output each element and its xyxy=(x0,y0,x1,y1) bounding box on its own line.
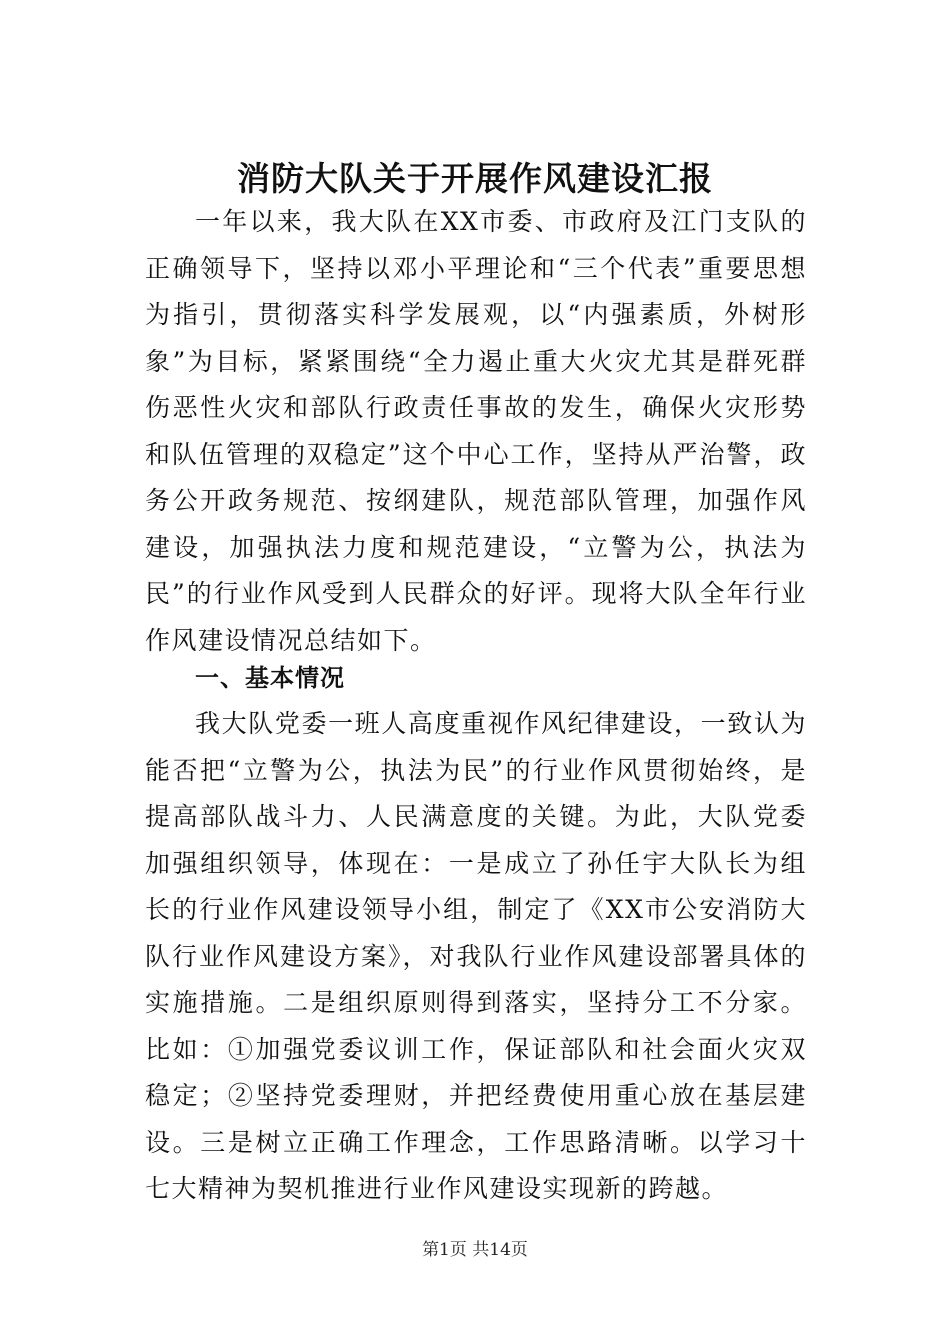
body-paragraph-2: 我大队党委一班人高度重视作风纪律建设，一致认为能否把“立警为公，执法为民”的行业作风贯彻始终，是提高部队战斗力、人民满意度的关键。为此，大队党委加强组织领导，体现在：一是成立了孙任宇大队长为组长的行业作风建设领导小组，制定了《XX市公安消防大队行业作风建设方案》，对我队行业作风建设部署具体的实施措施。二是组织原则得到落实，坚持分工不分家。比如：①加强党委议训工作，保证部队和社会面火灾双稳定；②坚持党委理财，并把经费使用重心放在基层建设。三是树立正确工作理念，工作思路清晰。以学习十七大精神为契机推进行业作风建设实现新的跨越。 xyxy=(145,709,807,1203)
document-title: 消防大队关于开展作风建设汇报 xyxy=(237,159,713,199)
section-heading-basic-situation: 一、基本情况 xyxy=(195,664,345,692)
page-number-footer: 第1页 共14页 xyxy=(422,1240,528,1260)
body-paragraph-1: 一年以来，我大队在XX市委、市政府及江门支队的正确领导下，坚持以邓小平理论和“三个代表”重要思想为指引，贯彻落实科学发展观，以“内强素质，外树形象”为目标，紧紧围绕“全力遏止重大火灾尤其是群死群伤恶性火灾和部队行政责任事故的发生，确保火灾形势和队伍管理的双稳定”这个中心工作，坚持从严治警，政务公开政务规范、按纲建队，规范部队管理，加强作风建设，加强执法力度和规范建设，“立警为公，执法为民”的行业作风受到人民群众的好评。现将大队全年行业作风建设情况总结如下。 xyxy=(145,207,807,655)
